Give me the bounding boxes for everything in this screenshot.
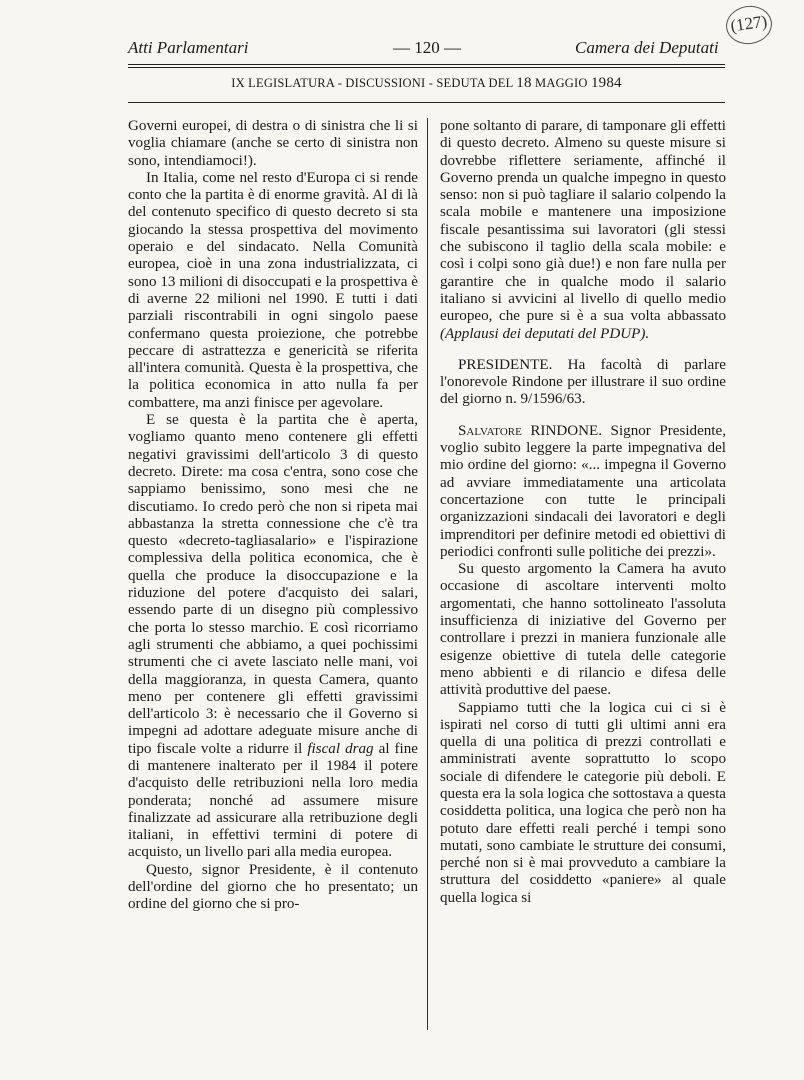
page-number: — 120 — xyxy=(393,38,461,57)
paragraph xyxy=(440,357,726,409)
session-prefix: IX LEGISLATURA - DISCUSSIONI - SEDUTA DEL xyxy=(231,76,517,90)
paragraph: In Italia, come nel resto d'Europa ci si rende conto che la partita è di enorme gravità. Al di là del contenuto specifico di questo decreto si sta giocando la stessa prospettiva del movimento operaio e del sindacato. Nella Comunità europea, cioè in una zona industrializzata, ci sono 13 milioni di disoccupati e la prospettiva è di averne 22 milioni nel 1990. E tutti i dati parziali riscontrabili in ogni singolo paese confermano questa proiezione, che potrebbe peccare di astrattezza e genericità se riferita all'intera comunità. Questa è la prospettiva, che la politica economica in atto nulla fa per combattere, ma anzi finisce per agevolare. xyxy=(128,169,418,411)
header-rule-top xyxy=(128,64,725,65)
column-divider xyxy=(427,118,428,1030)
paragraph-text: al fine di mantenere inalterato per il 1984 il potere d'acquisto delle retribuzioni nella loro media ponderata; nonché ad assumere misure finalizzate ad assicurare alla retribuzione degli italiani, in effettivi termini di potere di acquisto, un livello pari alla media europea. xyxy=(128,740,418,861)
italic-term: fiscal drag xyxy=(307,740,374,757)
paragraph-text: . Signor Presidente, voglio subito leggere la parte impegnativa del mio ordine del giorno: «... impegna il Governo ad avviare immediatamente una articolata concertazione con tutte le principali organizzazioni sindacali dei lavoratori e degli imprenditori per definire metodi ed obiettivi di periodici confronti sulle politiche dei prezzi». xyxy=(440,422,726,560)
header-publication: Atti Parlamentari xyxy=(128,38,249,57)
paragraph: Governi europei, di destra o di sinistra che li si voglia chiamare (anche se certo di sinistra non sono, intendiamoci!). xyxy=(128,118,418,169)
speaker-name: PRESIDENTE xyxy=(458,356,549,373)
speaker-first-name: Salvatore xyxy=(458,422,522,439)
paragraph xyxy=(440,423,726,561)
subheader-rule xyxy=(128,102,725,103)
left-column xyxy=(128,118,418,914)
header-chamber: Camera dei Deputati xyxy=(575,38,719,57)
applause-note: (Applausi dei deputati del PDUP). xyxy=(440,325,650,342)
session-day: 18 xyxy=(516,75,532,91)
page-stamp: (127) xyxy=(724,3,775,47)
header-rule-double xyxy=(128,67,725,68)
paragraph-text: E se questa è la partita che è aperta, vogliamo quanto meno contenere gli effetti negativi gravissimi dell'articolo 3 di questo decreto. Direte: ma cosa c'entra, sono cose che sappiamo benissimo, sono mesi che ne discutiamo. Io credo però che non si ripeta mai abbastanza la stretta connessione che c'è tra questo «decreto-tagliasalario» e l'ispirazione complessiva della politica economica, che è quella che produce la disoccupazione e la riduzione del potere d'acquisto dei salari, essendo parte di un disegno più complessivo che porta lo stesso marchio. E così ricorriamo agli strumenti che abbiamo, a quei pochissimi strumenti che ci avete lasciato nelle mani, voi della maggioranza, in questa Camera, quanto meno per contenere gli effetti gravissimi dell'articolo 3: è necessario che il Governo si impegni ad adottare adeguate misure anche di tipo fiscale volte a ridurre il xyxy=(128,412,418,757)
session-month: MAGGIO xyxy=(531,76,591,90)
right-column xyxy=(440,118,726,907)
paragraph: Sappiamo tutti che la logica cui ci si è ispirati nel corso di tutti gli ultimi anni era quella di una politica di prezzi controllati e amministrati avente soprattutto lo scopo sociale di difendere le categorie più deboli. E questa era la sola logica che sottostava a questa cosiddetta politica, una logica che però non ha potuto dare effetti reali perché i tempi sono mutati, sono cambiate le strutture dei consumi, perché non si è mai provveduto a cambiare la struttura del cosiddetto «paniere» al quale quella logica si xyxy=(440,699,726,906)
paragraph xyxy=(440,118,726,343)
speaker-name: RINDONE xyxy=(521,422,599,439)
session-subheader xyxy=(128,75,725,92)
paragraph xyxy=(128,412,418,862)
paragraph: Questo, signor Presidente, è il contenuto dell'ordine del giorno che ho presentato; un ordine del giorno che si pro- xyxy=(128,861,418,913)
paragraph: Su questo argomento la Camera ha avuto occasione di ascoltare interventi molto argomentati, che hanno sottolineato l'assoluta insufficienza di iniziative del Governo per controllare i prezzi in maniera funzionale alle esigenze obiettive di tutela delle categorie meno abbienti e di rilancio e difesa delle attività produttive del paese. xyxy=(440,561,726,699)
paragraph-text: pone soltanto di parare, di tamponare gli effetti di questo decreto. Almeno su queste misure si dovrebbe riflettere seriamente, affinché il Governo prenda un qualche impegno in questo senso: non si può tagliare il salario colpendo la scala mobile e mantenere una imposizione fiscale pesantissima sui lavoratori (gli stessi che subiscono il taglio della scala mobile: e così i colpi sono già due!) e non fare nulla per garantire che in qualche modo il salario italiano si avvicini al livello di quello medio europeo, che pure si è a sua volta abbassato xyxy=(440,118,726,325)
paragraph-text: . Ha facoltà di parlare l'onorevole Rindone per illustrare il suo ordine del giorno n. 9/1596/63. xyxy=(440,356,726,408)
session-year: 1984 xyxy=(590,75,622,91)
